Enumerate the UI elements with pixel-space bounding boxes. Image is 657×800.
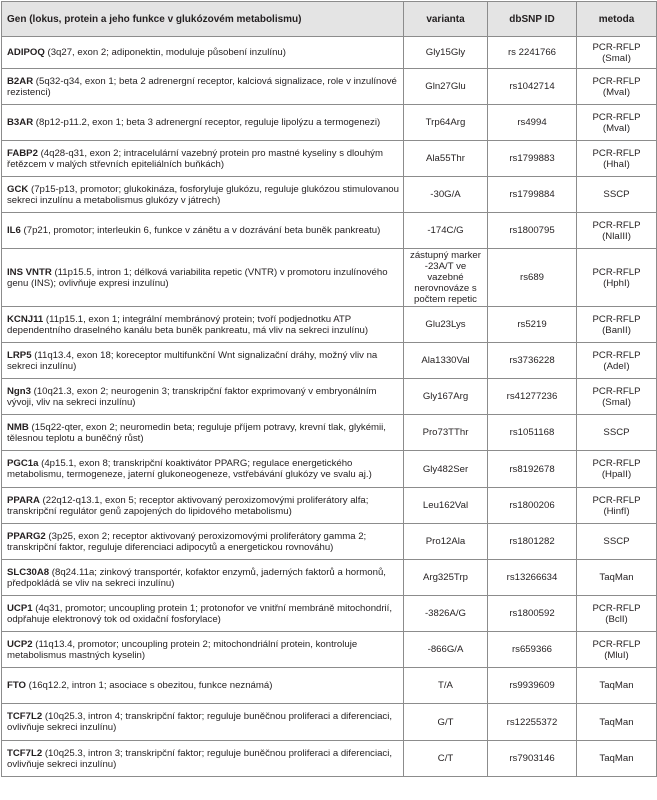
header-method: metoda [577, 2, 657, 37]
variant-cell: G/T [404, 704, 488, 741]
dbsnp-cell: rs1042714 [488, 69, 577, 105]
method-name: TaqMan [599, 572, 634, 583]
gene-name: Ngn3 [7, 385, 31, 397]
table-row [2, 105, 657, 141]
dbsnp-cell: rs1801282 [488, 524, 577, 560]
method-cell [577, 704, 657, 741]
gene-description: (5q32-q34, exon 1; beta 2 adrenergní receptor, kalciová signalizace, role v inzulínové rezistenci) [7, 75, 397, 98]
method-enzyme: (SmaI) [602, 396, 631, 408]
gene-name: INS VNTR [7, 266, 52, 278]
header-dbsnp: dbSNP ID [488, 2, 577, 37]
dbsnp-cell: rs 2241766 [488, 37, 577, 69]
variant-cell: T/A [404, 668, 488, 704]
method-name: PCR-RFLP [592, 75, 641, 87]
dbsnp-cell: rs659366 [488, 632, 577, 668]
gene-name: ADIPOQ [7, 47, 45, 58]
table-row [2, 668, 657, 704]
gene-name: KCNJ11 [7, 313, 44, 325]
gene-cell [2, 69, 404, 105]
gene-name: TCF7L2 [7, 711, 43, 722]
gene-table [1, 1, 657, 777]
gene-description: (10q21.3, exon 2; neurogenin 3; transkripční faktor exprimovaný v embryonálním vývoji, vliv na sekreci inzulínu) [7, 385, 377, 408]
dbsnp-cell: rs5219 [488, 307, 577, 343]
method-name: SSCP [603, 189, 630, 200]
method-enzyme: (HpaII) [601, 469, 632, 480]
table-row [2, 69, 657, 105]
table-row [2, 524, 657, 560]
method-cell [577, 213, 657, 249]
header-variant: varianta [404, 2, 488, 37]
gene-name: GCK [7, 183, 29, 195]
table-header [2, 2, 657, 37]
gene-description: (11p15.1, exon 1; integrální membránový protein; tvoří podjednotku ATP dependentního draselného kanálu beta buněk pankreatu, má vliv na sekreci inzulínu) [7, 313, 369, 336]
method-name: PCR-RFLP [592, 385, 641, 397]
dbsnp-cell: rs1800206 [488, 488, 577, 524]
method-cell [577, 524, 657, 560]
variant-cell: Gly482Ser [404, 451, 488, 488]
variant-cell: Gly15Gly [404, 37, 488, 69]
gene-description: (4q28-q31, exon 2; intracelulární vazebný protein pro mastné kyseliny s dlouhým řetězcem v malých střevních epiteliálních buňkách) [7, 147, 383, 170]
method-name: SSCP [603, 536, 630, 547]
variant-cell: -3826A/G [404, 596, 488, 632]
header-row [2, 2, 657, 37]
gene-name: PPARA [7, 494, 40, 506]
gene-name: B3AR [7, 117, 34, 128]
method-name: PCR-RFLP [592, 313, 641, 325]
method-name: SSCP [603, 427, 630, 438]
variant-cell: C/T [404, 741, 488, 777]
method-name: PCR-RFLP [592, 638, 641, 650]
method-enzyme: (AdeI) [603, 360, 630, 372]
method-cell [577, 307, 657, 343]
gene-name: UCP1 [7, 602, 33, 614]
gene-cell [2, 488, 404, 524]
gene-cell [2, 249, 404, 307]
method-cell [577, 560, 657, 596]
gene-cell [2, 105, 404, 141]
table-row [2, 488, 657, 524]
table-row [2, 307, 657, 343]
dbsnp-cell: rs1051168 [488, 415, 577, 451]
gene-name: LRP5 [7, 349, 32, 361]
table-row [2, 249, 657, 307]
gene-description: (15q22-qter, exon 2; neuromedin beta; reguluje příjem potravy, krevní tlak, glykémii, tělesnou teplotu a buněčný růst) [7, 421, 386, 444]
variant-cell: Pro12Ala [404, 524, 488, 560]
gene-cell [2, 704, 404, 741]
method-cell [577, 379, 657, 415]
table-row [2, 141, 657, 177]
header-gene: Gen (lokus, protein a jeho funkce v glukózovém metabolismu) [2, 2, 404, 37]
method-enzyme: (NlaIII) [602, 230, 631, 242]
table-row [2, 741, 657, 777]
gene-description: (11q13.4, exon 18; koreceptor multifunkční Wnt signalizační dráhy, možný vliv na sekreci inzulínu) [7, 349, 378, 372]
gene-cell [2, 741, 404, 777]
dbsnp-cell: rs4994 [488, 105, 577, 141]
gene-name: FTO [7, 680, 27, 691]
variant-cell: -30G/A [404, 177, 488, 213]
gene-description: (10q25.3, intron 4; transkripční faktor; reguluje buněčnou proliferaci a diferenciaci, ovlivňuje sekreci inzulínu) [7, 711, 393, 733]
method-name: PCR-RFLP [592, 266, 641, 278]
dbsnp-cell: rs1799884 [488, 177, 577, 213]
method-cell [577, 141, 657, 177]
variant-cell: Pro73TThr [404, 415, 488, 451]
gene-description: (10q25.3, intron 3; transkripční faktor; reguluje buněčnou proliferaci a diferenciaci, ovlivňuje sekreci inzulínu) [7, 747, 393, 770]
method-enzyme: (BclI) [605, 613, 628, 625]
gene-name: TCF7L2 [7, 747, 43, 759]
table-row [2, 213, 657, 249]
table-row [2, 560, 657, 596]
gene-description: (4p15.1, exon 8; transkripční koaktivátor PPARG; regulace energetického metabolismu, termogeneze, jaterní glukoneogeneze, vstřebávání glukózy ve svalu aj.) [7, 458, 372, 480]
method-name: PCR-RFLP [592, 349, 641, 361]
gene-cell [2, 141, 404, 177]
gene-name: NMB [7, 421, 29, 433]
method-cell [577, 596, 657, 632]
method-name: PCR-RFLP [592, 41, 641, 53]
variant-cell: Glu23Lys [404, 307, 488, 343]
method-cell [577, 69, 657, 105]
gene-description: (11p15.5, intron 1; délková variabilita repetic (VNTR) v promotoru inzulínového genu (INS); ovlivňuje expresi inzulínu) [7, 266, 388, 289]
method-enzyme: (HphI) [603, 277, 630, 289]
dbsnp-cell: rs41277236 [488, 379, 577, 415]
method-cell [577, 741, 657, 777]
gene-description: (3q27, exon 2; adiponektin, moduluje působení inzulínu) [44, 47, 286, 58]
gene-description: (11q13.4, promotor; uncoupling protein 2; mitochondriální protein, kontroluje metabolismus mastných kyselin) [7, 638, 358, 661]
method-enzyme: (HhaI) [603, 158, 630, 170]
table-row [2, 451, 657, 488]
dbsnp-cell: rs3736228 [488, 343, 577, 379]
method-cell [577, 105, 657, 141]
gene-cell [2, 668, 404, 704]
gene-name: B2AR [7, 75, 34, 87]
table-row [2, 177, 657, 213]
method-name: PCR-RFLP [592, 494, 641, 506]
gene-cell [2, 37, 404, 69]
gene-description: (7p15-p13, promotor; glukokináza, fosforyluje glukózu, reguluje glukózou stimulovanou sekreci inzulínu a metabolismus glukózy v játrech) [7, 183, 399, 206]
dbsnp-cell: rs9939609 [488, 668, 577, 704]
table-row [2, 704, 657, 741]
dbsnp-cell: rs689 [488, 249, 577, 307]
gene-cell [2, 307, 404, 343]
variant-cell: Ala55Thr [404, 141, 488, 177]
method-name: PCR-RFLP [592, 458, 641, 469]
dbsnp-cell: rs8192678 [488, 451, 577, 488]
dbsnp-cell: rs13266634 [488, 560, 577, 596]
gene-name: PGC1a [7, 458, 39, 469]
method-enzyme: (SmaI) [602, 52, 631, 64]
variant-cell: -174C/G [404, 213, 488, 249]
dbsnp-cell: rs12255372 [488, 704, 577, 741]
dbsnp-cell: rs7903146 [488, 741, 577, 777]
dbsnp-cell: rs1800592 [488, 596, 577, 632]
table-row [2, 37, 657, 69]
gene-cell [2, 379, 404, 415]
gene-name: IL6 [7, 225, 21, 236]
method-cell [577, 177, 657, 213]
method-name: TaqMan [599, 680, 634, 691]
gene-cell [2, 415, 404, 451]
variant-cell: Arg325Trp [404, 560, 488, 596]
method-cell [577, 343, 657, 379]
method-name: TaqMan [599, 753, 634, 764]
gene-description: (3p25, exon 2; receptor aktivovaný peroxizomovými proliferátory gamma 2; transkripční faktor, reguluje diferenciaci adipocytů a energetickou rovnováhu) [7, 530, 367, 553]
method-enzyme: (MvaI) [602, 122, 631, 134]
gene-name: FABP2 [7, 147, 38, 159]
method-cell [577, 249, 657, 307]
variant-cell: Ala1330Val [404, 343, 488, 379]
gene-cell [2, 632, 404, 668]
table-row [2, 415, 657, 451]
gene-description: (16q12.2, intron 1; asociace s obezitou, funkce neznámá) [26, 680, 273, 691]
method-cell [577, 415, 657, 451]
variant-cell: -866G/A [404, 632, 488, 668]
gene-cell [2, 596, 404, 632]
method-cell [577, 451, 657, 488]
dbsnp-cell: rs1799883 [488, 141, 577, 177]
gene-cell [2, 343, 404, 379]
gene-cell [2, 177, 404, 213]
method-name: PCR-RFLP [592, 602, 641, 614]
gene-cell [2, 451, 404, 488]
variant-cell: Gly167Arg [404, 379, 488, 415]
method-name: PCR-RFLP [592, 219, 641, 231]
dbsnp-cell: rs1800795 [488, 213, 577, 249]
table-row [2, 596, 657, 632]
table-body [2, 37, 657, 777]
gene-cell [2, 213, 404, 249]
table-row [2, 379, 657, 415]
gene-name: UCP2 [7, 638, 33, 650]
table-row [2, 632, 657, 668]
variant-cell: Trp64Arg [404, 105, 488, 141]
variant-cell: Leu162Val [404, 488, 488, 524]
method-name: TaqMan [599, 716, 634, 728]
method-enzyme: (HinfI) [603, 505, 630, 517]
method-cell [577, 632, 657, 668]
gene-description: (4q31, promotor; uncoupling protein 1; protonofor ve vnitřní membráně mitochondrií, odpřahuje elektronový tok od oxidační fosforylace) [7, 602, 393, 625]
gene-description: (22q12-q13.1, exon 5; receptor aktivovaný peroxizomovými proliferátory alfa; transkripční regulátor genů zapojených do lipidového metabolismu) [7, 494, 369, 517]
gene-cell [2, 524, 404, 560]
method-enzyme: (MvaI) [602, 86, 631, 98]
method-cell [577, 668, 657, 704]
gene-name: SLC30A8 [7, 566, 50, 578]
method-enzyme: (MluI) [604, 649, 629, 661]
table-row [2, 343, 657, 379]
gene-description: (8q24.11a; zinkový transportér, kofaktor enzymů, jaderných faktorů a hormonů, předpokládá se vliv na sekreci inzulínu) [7, 566, 386, 589]
variant-cell: zástupný marker -23A/T ve vazebné nerovnováze s počtem repetic [404, 249, 488, 307]
method-cell [577, 488, 657, 524]
gene-cell [2, 560, 404, 596]
method-name: PCR-RFLP [592, 111, 641, 123]
variant-cell: Gln27Glu [404, 69, 488, 105]
method-name: PCR-RFLP [592, 147, 641, 159]
gene-description: (7p21, promotor; interleukin 6, funkce v zánětu a v dozrávání beta buněk pankreatu) [20, 225, 381, 236]
method-enzyme: (BanII) [602, 324, 631, 336]
gene-description: (8p12-p11.2, exon 1; beta 3 adrenergní receptor, reguluje lipolýzu a termogenezi) [33, 117, 381, 128]
gene-name: PPARG2 [7, 530, 46, 542]
method-cell [577, 37, 657, 69]
